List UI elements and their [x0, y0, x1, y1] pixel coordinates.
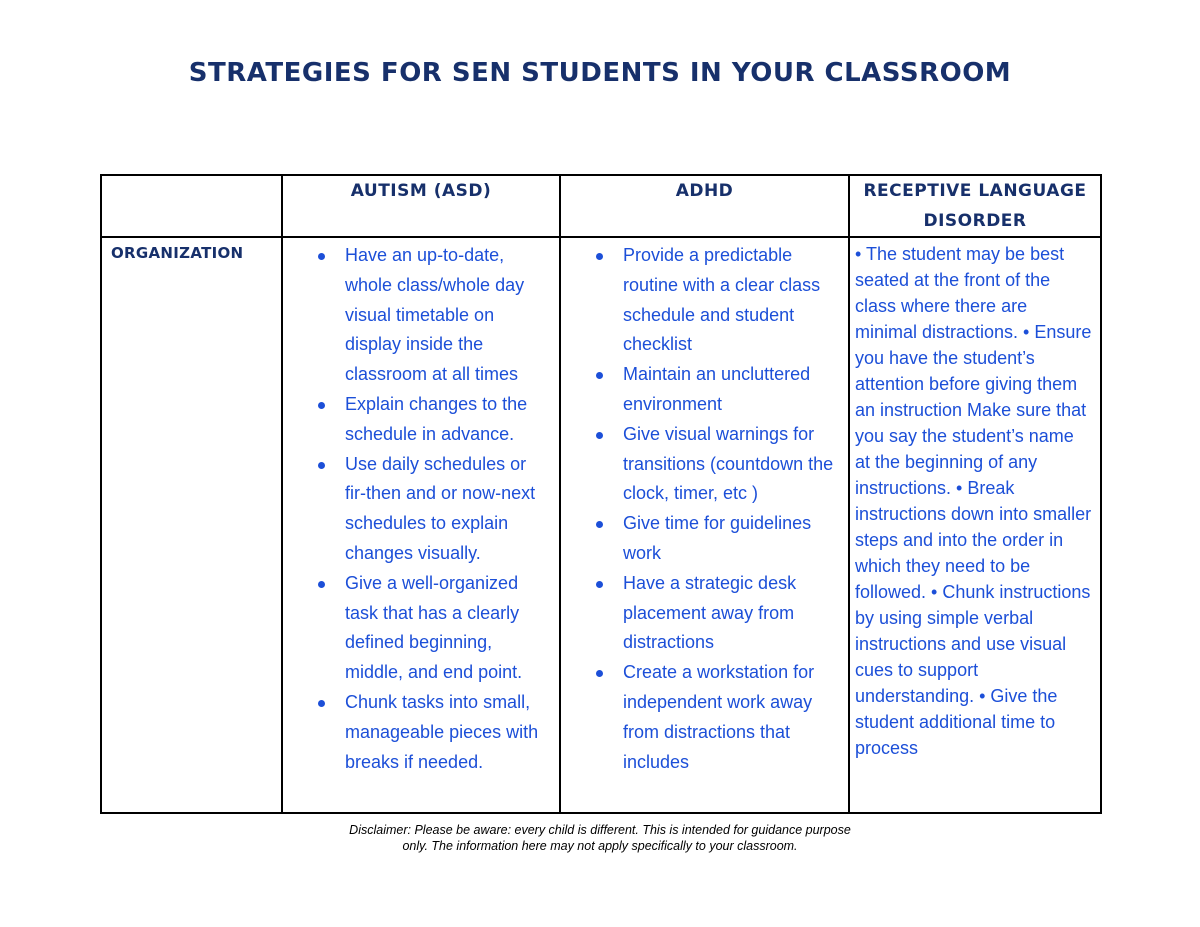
header-adhd: ADHD — [560, 175, 849, 237]
row-label-organization: ORGANIZATION — [101, 237, 282, 813]
autism-strategies-cell — [282, 237, 560, 813]
list-item: Have a strategic desk placement away from distractions — [623, 569, 842, 658]
bullet-icon — [318, 402, 325, 409]
bullet-icon — [318, 700, 325, 707]
bullet-icon — [596, 521, 603, 528]
bullet-icon — [318, 462, 325, 469]
bullet-icon — [318, 253, 325, 260]
bullet-icon — [318, 581, 325, 588]
list-item: Use daily schedules or fir-then and or now-next schedules to explain changes visually. — [345, 450, 551, 569]
header-receptive-language-disorder: RECEPTIVE LANGUAGE DISORDER — [849, 175, 1101, 237]
bullet-icon — [596, 253, 603, 260]
list-item: Have an up-to-date, whole class/whole day visual timetable on display inside the classroom at all times — [345, 241, 551, 390]
autism-strategies-list — [283, 238, 559, 777]
strategies-table — [100, 174, 1102, 814]
list-item: Provide a predictable routine with a clear class schedule and student checklist — [623, 241, 842, 360]
header-autism: AUTISM (ASD) — [282, 175, 560, 237]
list-item: Explain changes to the schedule in advance. — [345, 390, 551, 450]
disclaimer-line-2: only. The information here may not apply specifically to your classroom. — [402, 839, 798, 853]
list-item: Give a well-organized task that has a clearly defined beginning, middle, and end point. — [345, 569, 551, 688]
bullet-icon — [596, 372, 603, 379]
adhd-strategies-cell — [560, 237, 849, 813]
bullet-icon — [596, 432, 603, 439]
rld-strategies-cell — [849, 237, 1101, 813]
rld-text-container — [855, 241, 1092, 803]
adhd-strategies-list — [561, 238, 848, 777]
bullet-icon — [596, 670, 603, 677]
disclaimer — [0, 822, 1200, 854]
table-row-organization — [101, 237, 1101, 813]
disclaimer-line-1: Disclaimer: Please be aware: every child is different. This is intended for guidance purpose — [349, 823, 851, 837]
list-item: Chunk tasks into small, manageable pieces with breaks if needed. — [345, 688, 551, 777]
page-title: STRATEGIES FOR SEN STUDENTS IN YOUR CLASSROOM — [188, 58, 1012, 88]
rld-strategies-text: • The student may be best seated at the front of the class where there are minimal distractions. • Ensure you have the student’s attention before giving them an instruction Make sure that you say the student’s name at the beginning of any instructions. • Break instructions down into smaller steps and into the order in which they need to be followed. • Chunk instructions by using simple verbal instructions and use visual cues to support understanding. • Give the student additional time to process — [855, 244, 1092, 758]
bullet-icon — [596, 581, 603, 588]
list-item: Maintain an uncluttered environment — [623, 360, 842, 420]
table-header-row — [101, 175, 1101, 237]
list-item: Create a workstation for independent work away from distractions that includes — [623, 658, 842, 777]
list-item: Give time for guidelines work — [623, 509, 842, 569]
list-item: Give visual warnings for transitions (countdown the clock, timer, etc ) — [623, 420, 842, 509]
header-empty-cell — [101, 175, 282, 237]
